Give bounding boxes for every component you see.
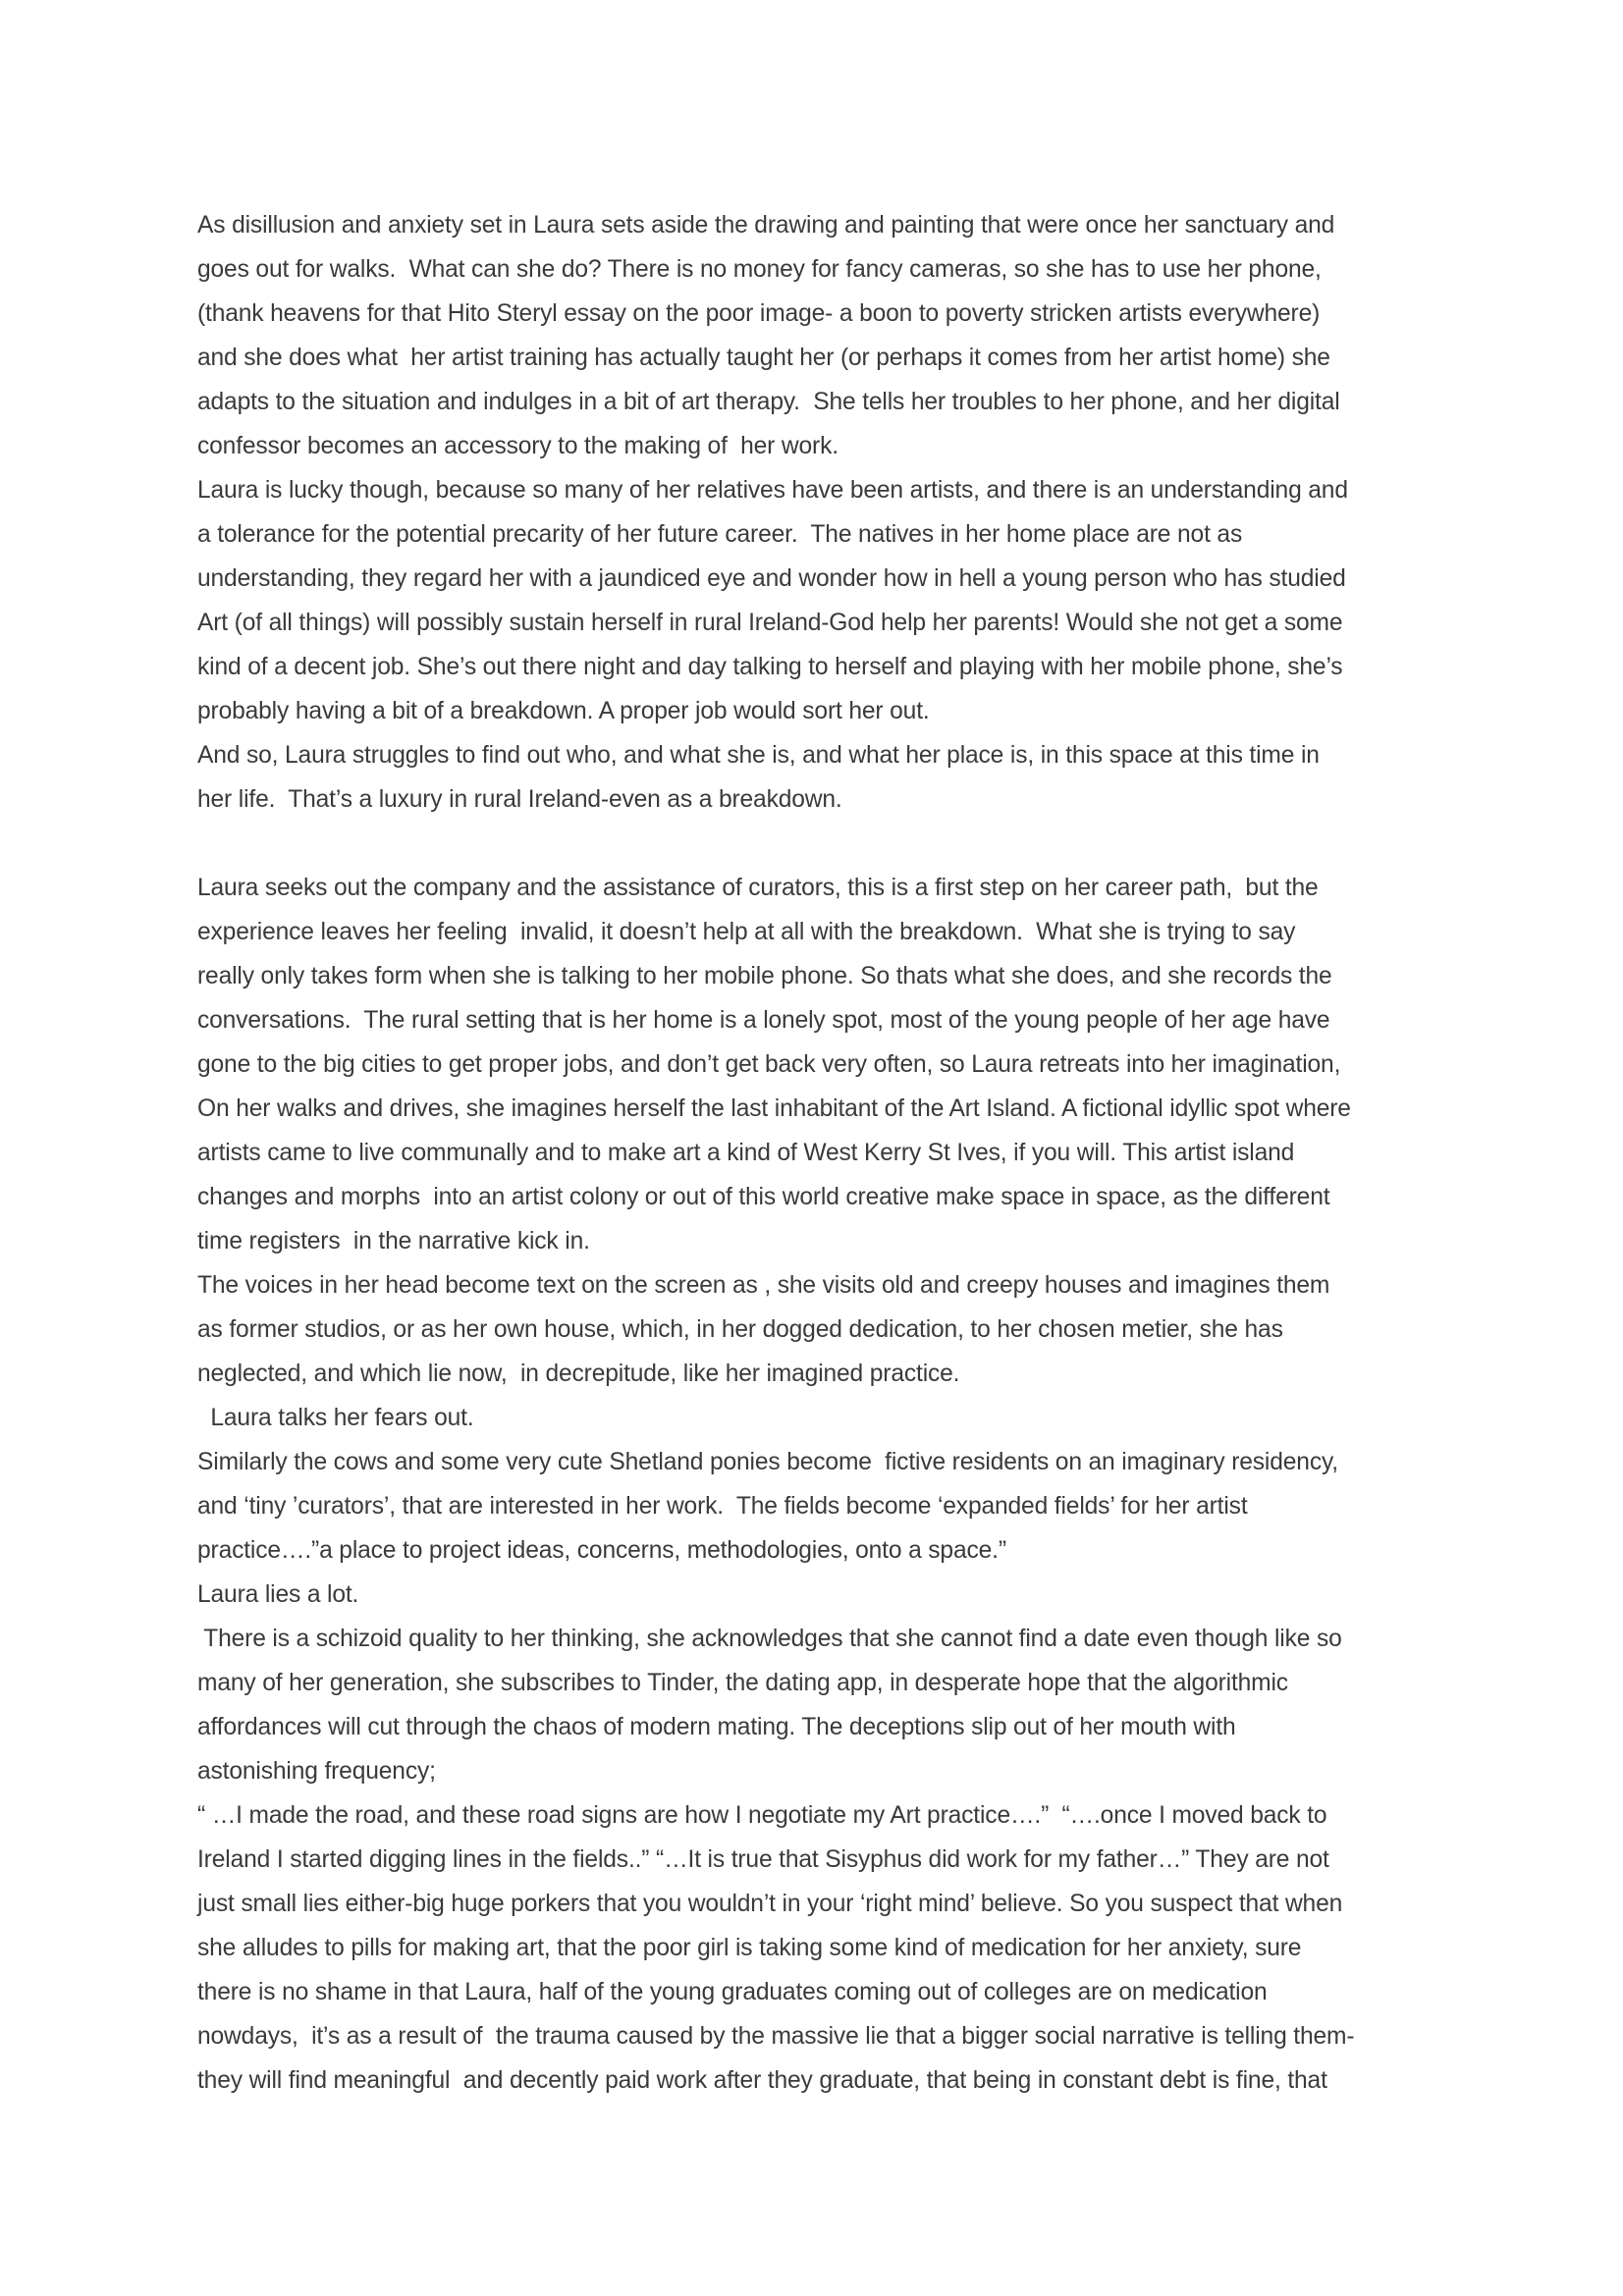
text-line: many of her generation, she subscribes to Tinder, the dating app, in desperate hope that the algorithmic: [197, 1670, 1288, 1696]
text-line: time registers in the narrative kick in.: [197, 1228, 590, 1255]
text-line: goes out for walks. What can she do? There is no money for fancy cameras, so she has to use her phone,: [197, 256, 1322, 283]
text-line: really only takes form when she is talking to her mobile phone. So thats what she does, and she records the: [197, 963, 1332, 989]
text-line: kind of a decent job. She’s out there night and day talking to herself and playing with her mobile phone, she’s: [197, 654, 1343, 680]
text-line: [197, 822, 1474, 866]
text-line: experience leaves her feeling invalid, it doesn’t help at all with the breakdown. What she is trying to say: [197, 919, 1296, 945]
text-line: changes and morphs into an artist colony or out of this world creative make space in space, as the different: [197, 1184, 1330, 1210]
text-line: gone to the big cities to get proper jobs, and don’t get back very often, so Laura retreats into her imagination,: [197, 1051, 1341, 1078]
text-line: neglected, and which lie now, in decrepitude, like her imagined practice.: [197, 1361, 960, 1387]
text-line: and she does what her artist training has actually taught her (or perhaps it comes from her artist home) she: [197, 345, 1330, 371]
text-line: Similarly the cows and some very cute Shetland ponies become fictive residents on an imaginary residency,: [197, 1449, 1338, 1475]
text-line: “ …I made the road, and these road signs are how I negotiate my Art practice….” “….once I moved back to: [197, 1802, 1327, 1829]
text-line: her life. That’s a luxury in rural Ireland-even as a breakdown.: [197, 786, 842, 813]
text-line: As disillusion and anxiety set in Laura sets aside the drawing and painting that were once her sanctuary and: [197, 212, 1335, 239]
text-line: Laura seeks out the company and the assistance of curators, this is a first step on her career path, but the: [197, 875, 1319, 901]
text-line: Ireland I started digging lines in the fields..” “…It is true that Sisyphus did work for my father…” They are not: [197, 1846, 1329, 1873]
text-line: just small lies either-big huge porkers that you wouldn’t in your ‘right mind’ believe. So you suspect that when: [197, 1891, 1343, 1917]
text-line: she alludes to pills for making art, that the poor girl is taking some kind of medication for her anxiety, sure: [197, 1935, 1302, 1961]
text-line: affordances will cut through the chaos of modern mating. The deceptions slip out of her mouth with: [197, 1714, 1236, 1740]
text-line: Laura lies a lot.: [197, 1581, 359, 1608]
text-line: There is a schizoid quality to her thinking, she acknowledges that she cannot find a date even though like so: [197, 1626, 1342, 1652]
text-line: Laura talks her fears out.: [197, 1405, 474, 1431]
text-line: On her walks and drives, she imagines herself the last inhabitant of the Art Island. A fictional idyllic spot where: [197, 1095, 1351, 1122]
text-line: probably having a bit of a breakdown. A proper job would sort her out.: [197, 698, 930, 724]
text-line: Laura is lucky though, because so many of her relatives have been artists, and there is an understanding and: [197, 477, 1348, 504]
body-text: [197, 203, 1474, 2103]
text-line: (thank heavens for that Hito Steryl essay on the poor image- a boon to poverty stricken artists everywhere): [197, 300, 1321, 327]
text-line: And so, Laura struggles to find out who, and what she is, and what her place is, in this space at this time in: [197, 742, 1320, 769]
text-line: adapts to the situation and indulges in a bit of art therapy. She tells her troubles to her phone, and her digital: [197, 389, 1340, 415]
text-line: confessor becomes an accessory to the making of her work.: [197, 433, 839, 459]
text-line: artists came to live communally and to make art a kind of West Kerry St Ives, if you will. This artist island: [197, 1140, 1295, 1166]
text-line: nowdays, it’s as a result of the trauma caused by the massive lie that a bigger social narrative is telling them-: [197, 2023, 1355, 2050]
text-line: and ‘tiny ’curators’, that are interested in her work. The fields become ‘expanded fields’ for her artist: [197, 1493, 1248, 1520]
text-line: practice….”a place to project ideas, concerns, methodologies, onto a space.”: [197, 1537, 1006, 1564]
text-line: The voices in her head become text on the screen as , she visits old and creepy houses and imagines them: [197, 1272, 1330, 1299]
text-line: they will find meaningful and decently paid work after they graduate, that being in constant debt is fine, that: [197, 2067, 1327, 2094]
text-line: as former studios, or as her own house, which, in her dogged dedication, to her chosen metier, she has: [197, 1316, 1283, 1343]
text-line: understanding, they regard her with a jaundiced eye and wonder how in hell a young person who has studied: [197, 565, 1346, 592]
text-line: astonishing frequency;: [197, 1758, 436, 1785]
text-line: there is no shame in that Laura, half of the young graduates coming out of colleges are on medication: [197, 1979, 1268, 2005]
text-line: conversations. The rural setting that is her home is a lonely spot, most of the young people of her age have: [197, 1007, 1330, 1034]
text-line: a tolerance for the potential precarity of her future career. The natives in her home place are not as: [197, 521, 1243, 548]
text-line: Art (of all things) will possibly sustain herself in rural Ireland-God help her parents! Would she not get a some: [197, 610, 1343, 636]
